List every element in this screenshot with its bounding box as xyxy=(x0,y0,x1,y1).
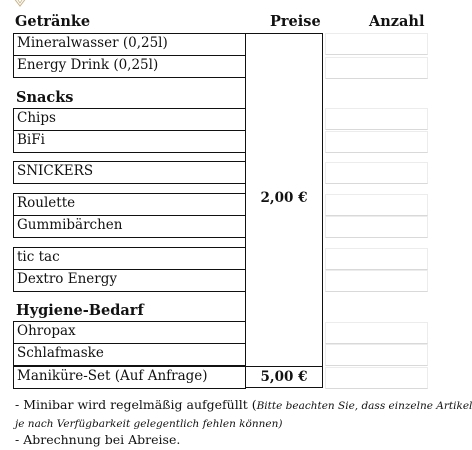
header-prices: Preise xyxy=(270,13,321,30)
item-chips: Chips xyxy=(13,108,246,131)
qty-field-tic-tac[interactable] xyxy=(325,248,428,270)
price-standard: 2,00 € xyxy=(260,190,308,206)
item-ohropax: Ohropax xyxy=(13,321,246,344)
item-tic-tac: tic tac xyxy=(13,247,246,270)
qty-field-snickers[interactable] xyxy=(325,162,428,184)
qty-field-manikuere-set[interactable] xyxy=(325,367,428,389)
footer-note-availability-text: je nach Verfügbarkeit gelegentlich fehlen können) xyxy=(15,418,283,430)
header-drinks: Getränke xyxy=(15,13,91,30)
qty-field-energy-drink[interactable] xyxy=(325,57,428,79)
footer-note-availability: Bitte beachten Sie, dass einzelne Artikel xyxy=(256,400,472,412)
item-schlafmaske: Schlafmaske xyxy=(13,343,246,366)
header-quantity: Anzahl xyxy=(369,13,425,30)
item-gummibaerchen: Gummibärchen xyxy=(13,215,246,238)
footer-note-refill xyxy=(15,396,472,415)
qty-field-dextro-energy[interactable] xyxy=(325,270,428,292)
footer-note-refill-text: - Minibar wird regelmäßig aufgefüllt ( xyxy=(15,397,257,412)
section-hygiene-title: Hygiene-Bedarf xyxy=(16,302,144,319)
qty-field-bifi[interactable] xyxy=(325,131,428,153)
item-bifi: BiFi xyxy=(13,130,246,153)
diamond-logo-icon xyxy=(12,0,28,8)
section-snacks-title: Snacks xyxy=(16,89,74,106)
price-manicure: 5,00 € xyxy=(260,369,308,385)
qty-field-schlafmaske[interactable] xyxy=(325,344,428,366)
qty-field-mineral-water[interactable] xyxy=(325,33,428,55)
qty-field-chips[interactable] xyxy=(325,108,428,130)
item-dextro-energy: Dextro Energy xyxy=(13,269,246,292)
item-energy-drink: Energy Drink (0,25l) xyxy=(13,55,246,78)
qty-field-gummibaerchen[interactable] xyxy=(325,216,428,238)
item-snickers: SNICKERS xyxy=(13,161,246,184)
qty-field-ohropax[interactable] xyxy=(325,322,428,344)
qty-field-roulette[interactable] xyxy=(325,194,428,216)
item-manikuere-set: Maniküre-Set (Auf Anfrage) xyxy=(13,366,246,389)
item-mineral-water: Mineralwasser (0,25l) xyxy=(13,33,246,56)
footer-note-billing: - Abrechnung bei Abreise. xyxy=(15,432,181,447)
item-roulette: Roulette xyxy=(13,193,246,216)
